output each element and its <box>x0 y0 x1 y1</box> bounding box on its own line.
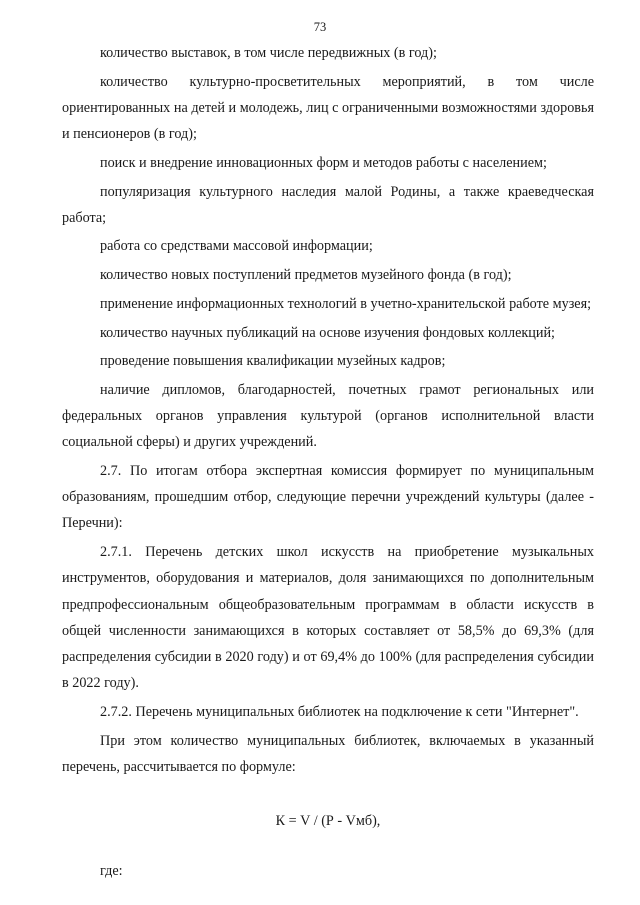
paragraph-it-application: применение информационных технологий в учетно-хранительской работе музея; <box>100 295 592 312</box>
paragraph-section-2-7-1: 2.7.1. Перечень детских школ искусств на приобретение музыкальных инструментов, оборудования и материалов, доля занимающихся по дополнительным предпрофессиональным общеобразовательным программам в области искусств в общей численности занимающихся в которых составляет от 58,5% до 69,3% (для распределения субсидии в 2020 году) и от 69,4% до 100% (для распределения субсидии в 2022 году). <box>62 544 594 692</box>
paragraph-formula-intro: При этом количество муниципальных библиотек, включаемых в указанный перечень, рассчитывается по формуле: <box>62 732 594 775</box>
paragraph-diplomas-awards: наличие дипломов, благодарностей, почетных грамот региональных или федеральных органов управления культурой (органов исполнительной власти социальной сферы) и других учреждений. <box>62 381 594 451</box>
document-body <box>62 40 594 884</box>
paragraph-where: где: <box>100 863 123 880</box>
paragraph-new-acquisitions: количество новых поступлений предметов музейного фонда (в год); <box>100 267 512 284</box>
paragraph-cultural-events-count: количество культурно-просветительных мероприятий, в том числе ориентированных на детей и молодежь, лиц с ограниченными возможностями здоровья и пенсионеров (в год); <box>62 73 594 143</box>
paragraph-innovation-search: поиск и внедрение инновационных форм и методов работы с населением; <box>100 154 547 171</box>
formula: К = V / (Р - Vмб), <box>275 812 381 829</box>
paragraph-media-work: работа со средствами массовой информации; <box>100 238 373 255</box>
paragraph-staff-qualification: проведение повышения квалификации музейных кадров; <box>100 353 446 370</box>
page-number: 73 <box>313 20 327 34</box>
paragraph-section-2-7-2: 2.7.2. Перечень муниципальных библиотек на подключение к сети "Интернет". <box>100 703 579 720</box>
paragraph-heritage-popularization: популяризация культурного наследия малой Родины, а также краеведческая работа; <box>62 183 594 226</box>
paragraph-exhibitions-count: количество выставок, в том числе передвижных (в год); <box>100 45 437 61</box>
paragraph-scientific-publications: количество научных публикаций на основе изучения фондовых коллекций; <box>100 324 555 341</box>
paragraph-section-2-7: 2.7. По итогам отбора экспертная комиссия формирует по муниципальным образованиям, прошедшим отбор, следующие перечни учреждений культуры (далее - Перечни): <box>62 463 594 532</box>
